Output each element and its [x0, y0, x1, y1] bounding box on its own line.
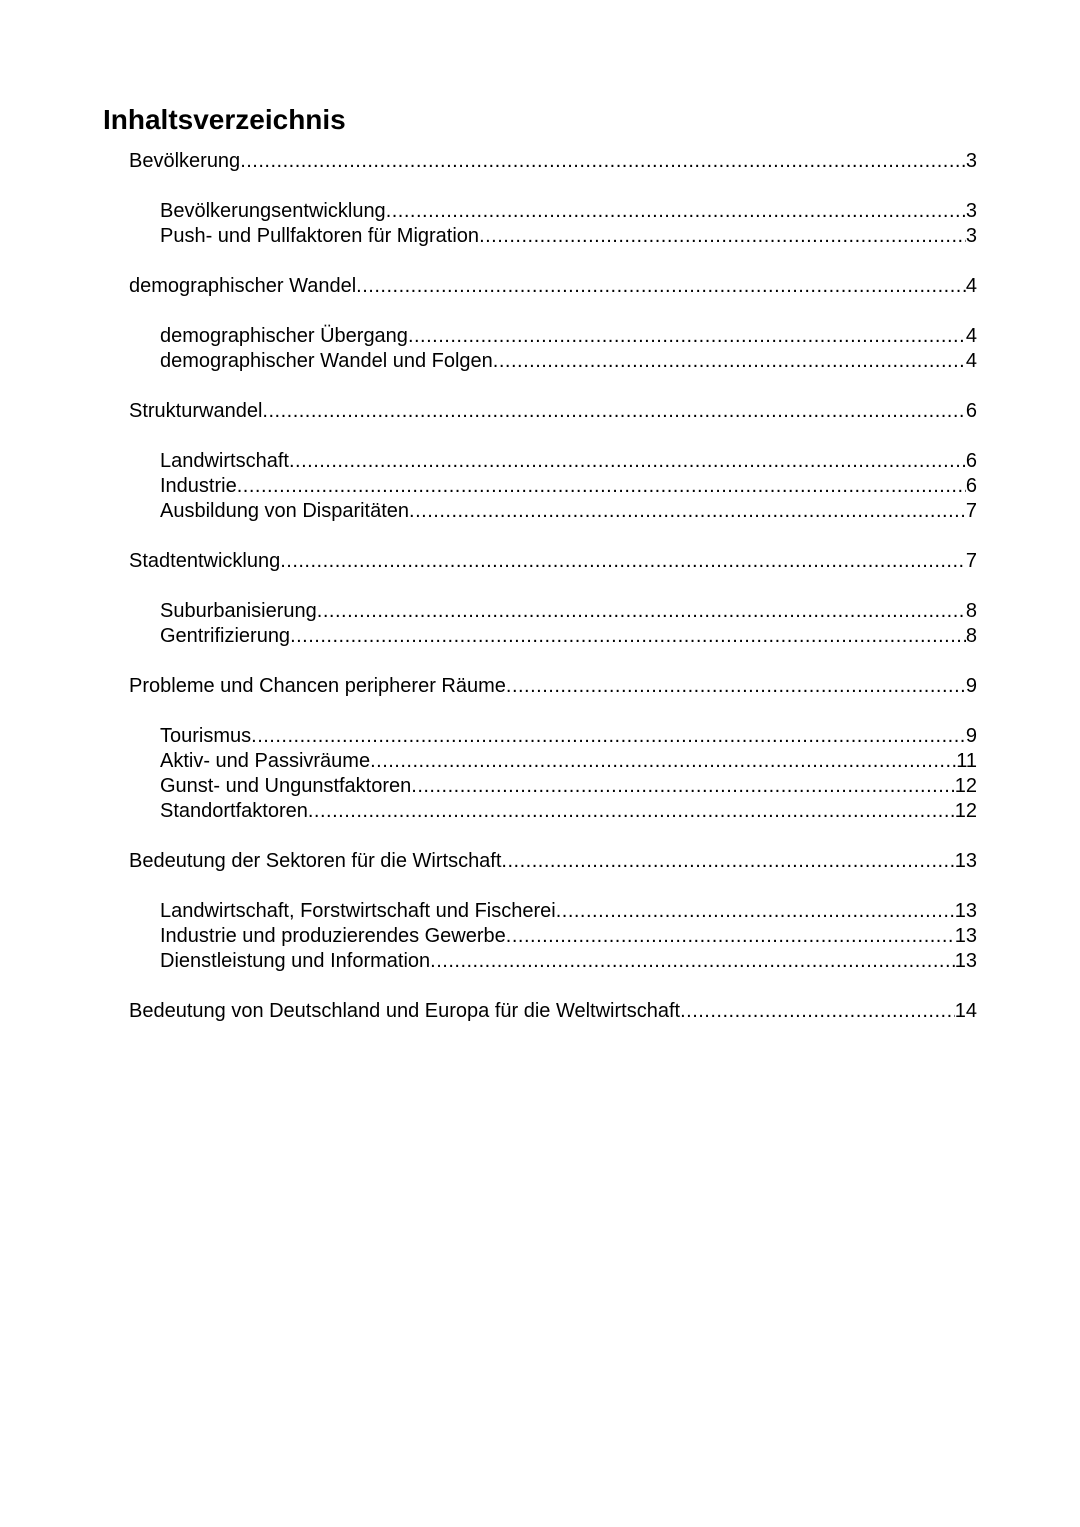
toc-entry[interactable] — [129, 548, 977, 574]
toc-dot-leader — [680, 998, 955, 1024]
toc-entry-page-number: 3 — [965, 150, 977, 172]
toc-entry-label: Bedeutung der Sektoren für die Wirtschaft — [129, 850, 502, 872]
toc-entry[interactable] — [160, 348, 977, 374]
toc-dot-leader — [251, 723, 966, 749]
toc-dot-leader — [411, 773, 954, 799]
toc-entry[interactable] — [160, 448, 977, 474]
toc-dot-leader — [240, 148, 966, 174]
toc-entry-page-number: 6 — [965, 400, 977, 422]
toc-entry[interactable] — [160, 748, 977, 774]
toc-dot-leader — [280, 548, 966, 574]
toc-entry[interactable] — [129, 148, 977, 174]
toc-entry-label: Gentrifizierung — [160, 625, 291, 647]
toc-entry-label: demographischer Übergang — [160, 325, 408, 347]
toc-dot-leader — [493, 348, 966, 374]
toc-entry-label: Push- und Pullfaktoren für Migration — [160, 225, 480, 247]
toc-dot-leader — [409, 498, 966, 524]
toc-entry-label: Bedeutung von Deutschland und Europa für die Weltwirtschaft — [129, 1000, 681, 1022]
toc-dot-leader — [237, 473, 966, 499]
toc-entry-page-number: 9 — [965, 725, 977, 747]
toc-dot-leader — [556, 898, 955, 924]
toc-entry[interactable] — [160, 948, 977, 974]
toc-entry-page-number: 12 — [954, 775, 977, 797]
toc-entry-label: demographischer Wandel und Folgen — [160, 350, 493, 372]
toc-entry-page-number: 13 — [954, 950, 977, 972]
toc-entry[interactable] — [160, 598, 977, 624]
toc-entry-label: Stadtentwicklung — [129, 550, 281, 572]
toc-entry-page-number: 14 — [954, 1000, 977, 1022]
toc-dot-leader — [356, 273, 966, 299]
toc-entry-page-number: 4 — [965, 275, 977, 297]
toc-entry[interactable] — [160, 323, 977, 349]
toc-entry[interactable] — [160, 473, 977, 499]
toc-entry-label: Dienstleistung und Information — [160, 950, 431, 972]
toc-entry-label: Standortfaktoren — [160, 800, 308, 822]
toc-entry-page-number: 6 — [965, 475, 977, 497]
toc-entry-label: Industrie und produzierendes Gewerbe — [160, 925, 506, 947]
toc-entry[interactable] — [129, 848, 977, 874]
toc-entry[interactable] — [160, 198, 977, 224]
toc-entry[interactable] — [160, 773, 977, 799]
toc-entry-page-number: 13 — [954, 900, 977, 922]
toc-entry-page-number: 9 — [965, 675, 977, 697]
toc-entry-page-number: 7 — [965, 500, 977, 522]
toc-dot-leader — [290, 623, 966, 649]
toc-entry-label: Industrie — [160, 475, 237, 497]
toc-entry-page-number: 4 — [965, 325, 977, 347]
toc-entry[interactable] — [160, 623, 977, 649]
toc-entry[interactable] — [160, 223, 977, 249]
toc-entry-page-number: 11 — [956, 750, 977, 772]
toc-entry-page-number: 4 — [965, 350, 977, 372]
toc-entry-label: demographischer Wandel — [129, 275, 357, 297]
toc-entry-page-number: 8 — [965, 600, 977, 622]
toc-dot-leader — [289, 448, 966, 474]
toc-entry-page-number: 3 — [965, 200, 977, 222]
toc-dot-leader — [386, 198, 966, 224]
toc-entry[interactable] — [160, 723, 977, 749]
toc-entry-page-number: 13 — [954, 850, 977, 872]
toc-dot-leader — [479, 223, 966, 249]
toc-dot-leader — [430, 948, 955, 974]
toc-entry[interactable] — [160, 798, 977, 824]
toc-entry-page-number: 3 — [965, 225, 977, 247]
toc-entry-label: Strukturwandel — [129, 400, 263, 422]
toc-entry[interactable] — [129, 273, 977, 299]
toc-entry[interactable] — [129, 398, 977, 424]
toc-entry-label: Bevölkerungsentwicklung — [160, 200, 386, 222]
toc-dot-leader — [501, 848, 954, 874]
toc-entry-label: Landwirtschaft, Forstwirtschaft und Fischerei — [160, 900, 556, 922]
toc-entry-page-number: 6 — [965, 450, 977, 472]
toc-dot-leader — [408, 323, 966, 349]
toc-dot-leader — [308, 798, 955, 824]
toc-entry[interactable] — [160, 498, 977, 524]
toc-entry-label: Landwirtschaft — [160, 450, 289, 472]
toc-dot-leader — [370, 748, 956, 774]
toc-entry[interactable] — [129, 998, 977, 1024]
toc-dot-leader — [506, 673, 966, 699]
toc-entry-page-number: 7 — [965, 550, 977, 572]
toc-title: Inhaltsverzeichnis — [103, 104, 346, 135]
toc-entry[interactable] — [129, 673, 977, 699]
toc-entry-page-number: 8 — [965, 625, 977, 647]
toc-entry[interactable] — [160, 898, 977, 924]
toc-entry-label: Tourismus — [160, 725, 252, 747]
toc-entry-label: Probleme und Chancen peripherer Räume — [129, 675, 506, 697]
toc-entry-page-number: 12 — [954, 800, 977, 822]
toc-dot-leader — [506, 923, 955, 949]
toc-entry-label: Gunst- und Ungunstfaktoren — [160, 775, 412, 797]
toc-dot-leader — [317, 598, 966, 624]
toc-entry[interactable] — [160, 923, 977, 949]
toc-entry-label: Ausbildung von Disparitäten — [160, 500, 410, 522]
toc-dot-leader — [262, 398, 965, 424]
toc-entry-label: Bevölkerung — [129, 150, 241, 172]
toc-entry-label: Suburbanisierung — [160, 600, 317, 622]
toc-entry-label: Aktiv- und Passivräume — [160, 750, 371, 772]
toc-entry-page-number: 13 — [954, 925, 977, 947]
